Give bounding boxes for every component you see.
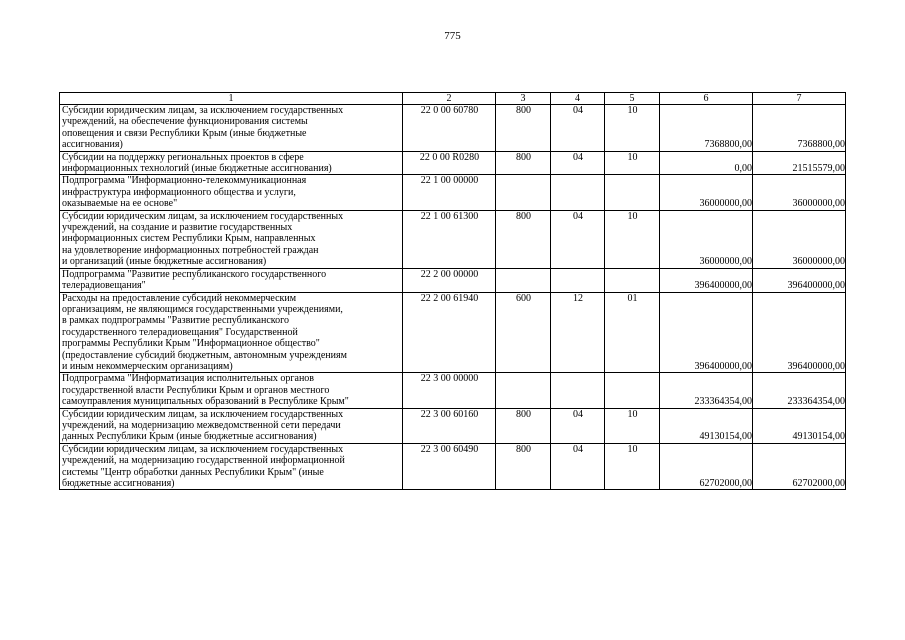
row-name-line: Субсидии юридическим лицам, за исключением государственных bbox=[62, 210, 344, 222]
row-expense-type: 800 bbox=[496, 408, 551, 443]
row-amount-col7: 21515579,00 bbox=[753, 151, 846, 175]
row-section: 04 bbox=[551, 408, 605, 443]
row-name-line: Субсидии юридическим лицам, за исключением государственных bbox=[62, 408, 344, 420]
table-row bbox=[60, 373, 846, 408]
row-amount-col6: 62702000,00 bbox=[660, 443, 753, 490]
row-name-line: на удовлетворение информационных потребностей граждан bbox=[62, 244, 319, 256]
row-name bbox=[60, 210, 403, 268]
table-header-row bbox=[60, 93, 846, 105]
row-amount-col6: 36000000,00 bbox=[660, 175, 753, 210]
row-amount-col7: 233364354,00 bbox=[753, 373, 846, 408]
row-name-line: учреждений, на модернизацию межведомственной сети передачи bbox=[62, 419, 341, 431]
row-name-line: телерадиовещания" bbox=[62, 280, 146, 292]
row-name bbox=[60, 408, 403, 443]
budget-table bbox=[59, 92, 846, 490]
table-row bbox=[60, 408, 846, 443]
row-amount-col7: 49130154,00 bbox=[753, 408, 846, 443]
row-name-line: Субсидии юридическим лицам, за исключением государственных bbox=[62, 443, 344, 455]
row-name-line: Субсидии на поддержку региональных проектов в сфере bbox=[62, 151, 304, 163]
row-name-line: Подпрограмма "Информационно-телекоммуникационная bbox=[62, 175, 307, 187]
page-number: 775 bbox=[444, 30, 461, 42]
row-name-line: организациям, не являющимся государственными учреждениями, bbox=[62, 303, 343, 315]
row-code: 22 0 00 60780 bbox=[403, 105, 496, 152]
header-cell: 2 bbox=[403, 93, 496, 105]
row-code: 22 1 00 61300 bbox=[403, 210, 496, 268]
table-row bbox=[60, 292, 846, 373]
row-expense-type: 800 bbox=[496, 443, 551, 490]
row-name-line: (предоставление субсидий бюджетным, автономным учреждениям bbox=[62, 349, 347, 361]
row-amount-col6: 396400000,00 bbox=[660, 268, 753, 292]
row-name-line: в рамках подпрограммы "Развитие республиканского bbox=[62, 315, 289, 327]
row-code: 22 3 00 60490 bbox=[403, 443, 496, 490]
row-amount-col7: 36000000,00 bbox=[753, 175, 846, 210]
row-code: 22 1 00 00000 bbox=[403, 175, 496, 210]
row-name bbox=[60, 292, 403, 373]
row-subsection: 10 bbox=[605, 151, 660, 175]
row-amount-col7: 396400000,00 bbox=[753, 268, 846, 292]
row-name bbox=[60, 373, 403, 408]
row-name-line: и организаций (иные бюджетные ассигнования) bbox=[62, 256, 267, 268]
table-row bbox=[60, 210, 846, 268]
row-name bbox=[60, 443, 403, 490]
row-section: 04 bbox=[551, 210, 605, 268]
row-amount-col6: 396400000,00 bbox=[660, 292, 753, 373]
row-code: 22 2 00 61940 bbox=[403, 292, 496, 373]
row-expense-type bbox=[496, 268, 551, 292]
row-name-line: информационных систем Республики Крым, направленных bbox=[62, 233, 316, 245]
row-subsection: 10 bbox=[605, 408, 660, 443]
row-section bbox=[551, 373, 605, 408]
header-cell: 5 bbox=[605, 93, 660, 105]
row-subsection: 01 bbox=[605, 292, 660, 373]
row-name-line: Субсидии юридическим лицам, за исключением государственных bbox=[62, 105, 344, 116]
row-amount-col6: 49130154,00 bbox=[660, 408, 753, 443]
row-amount-col6: 36000000,00 bbox=[660, 210, 753, 268]
row-subsection: 10 bbox=[605, 210, 660, 268]
row-name bbox=[60, 268, 403, 292]
row-name-line: учреждений, на обеспечение функционирования системы bbox=[62, 116, 308, 128]
row-name-line: учреждений, на создание и развитие государственных bbox=[62, 222, 293, 234]
row-name-line: самоуправления муниципальных образований в Республике Крым" bbox=[62, 396, 349, 408]
row-expense-type bbox=[496, 175, 551, 210]
table-row bbox=[60, 105, 846, 152]
row-expense-type: 800 bbox=[496, 105, 551, 152]
row-name-line: Подпрограмма "Развитие республиканского государственного bbox=[62, 268, 327, 280]
row-section: 04 bbox=[551, 105, 605, 152]
row-subsection bbox=[605, 373, 660, 408]
row-name-line: оповещения и связи Республики Крым (иные бюджетные bbox=[62, 127, 307, 139]
table-row bbox=[60, 268, 846, 292]
row-amount-col7: 62702000,00 bbox=[753, 443, 846, 490]
header-cell: 7 bbox=[753, 93, 846, 105]
row-name-line: и иным некоммерческим организациям) bbox=[62, 360, 233, 372]
row-amount-col6: 7368800,00 bbox=[660, 105, 753, 152]
row-name bbox=[60, 105, 403, 152]
row-expense-type: 800 bbox=[496, 210, 551, 268]
row-name bbox=[60, 175, 403, 210]
row-subsection bbox=[605, 175, 660, 210]
row-amount-col7: 7368800,00 bbox=[753, 105, 846, 152]
row-section bbox=[551, 175, 605, 210]
row-name-line: учреждений, на модернизацию государственной информационной bbox=[62, 455, 345, 467]
row-name-line: программы Республики Крым "Информационное общество" bbox=[62, 338, 320, 350]
row-name bbox=[60, 151, 403, 175]
row-code: 22 3 00 60160 bbox=[403, 408, 496, 443]
row-code: 22 3 00 00000 bbox=[403, 373, 496, 408]
row-name-line: бюджетные ассигнования) bbox=[62, 478, 175, 489]
table-row bbox=[60, 443, 846, 490]
header-cell: 6 bbox=[660, 93, 753, 105]
row-name-line: государственного телерадиовещания" Государственной bbox=[62, 326, 298, 338]
row-name-line: государственной власти Республики Крым и органов местного bbox=[62, 384, 330, 396]
row-section: 12 bbox=[551, 292, 605, 373]
header-cell: 3 bbox=[496, 93, 551, 105]
row-section: 04 bbox=[551, 443, 605, 490]
row-name-line: информационных технологий (иные бюджетные ассигнования) bbox=[62, 163, 332, 175]
row-subsection: 10 bbox=[605, 105, 660, 152]
row-section bbox=[551, 268, 605, 292]
row-code: 22 2 00 00000 bbox=[403, 268, 496, 292]
row-amount-col7: 36000000,00 bbox=[753, 210, 846, 268]
row-name-line: Подпрограмма "Информатизация исполнительных органов bbox=[62, 373, 315, 385]
row-expense-type bbox=[496, 373, 551, 408]
row-code: 22 0 00 R0280 bbox=[403, 151, 496, 175]
row-amount-col7: 396400000,00 bbox=[753, 292, 846, 373]
row-name-line: данных Республики Крым (иные бюджетные ассигнования) bbox=[62, 431, 317, 443]
row-name-line: ассигнования) bbox=[62, 139, 123, 151]
row-name-line: оказываемые на ее основе" bbox=[62, 198, 178, 210]
row-name-line: системы "Центр обработки данных Республики Крым" (иные bbox=[62, 466, 324, 478]
table-row bbox=[60, 151, 846, 175]
row-amount-col6: 0,00 bbox=[660, 151, 753, 175]
header-cell: 1 bbox=[60, 93, 403, 105]
row-subsection bbox=[605, 268, 660, 292]
row-section: 04 bbox=[551, 151, 605, 175]
row-subsection: 10 bbox=[605, 443, 660, 490]
row-expense-type: 600 bbox=[496, 292, 551, 373]
row-name-line: инфраструктура информационного общества и услуги, bbox=[62, 186, 296, 198]
table-row bbox=[60, 175, 846, 210]
row-amount-col6: 233364354,00 bbox=[660, 373, 753, 408]
row-name-line: Расходы на предоставление субсидий некоммерческим bbox=[62, 292, 297, 304]
header-cell: 4 bbox=[551, 93, 605, 105]
row-expense-type: 800 bbox=[496, 151, 551, 175]
